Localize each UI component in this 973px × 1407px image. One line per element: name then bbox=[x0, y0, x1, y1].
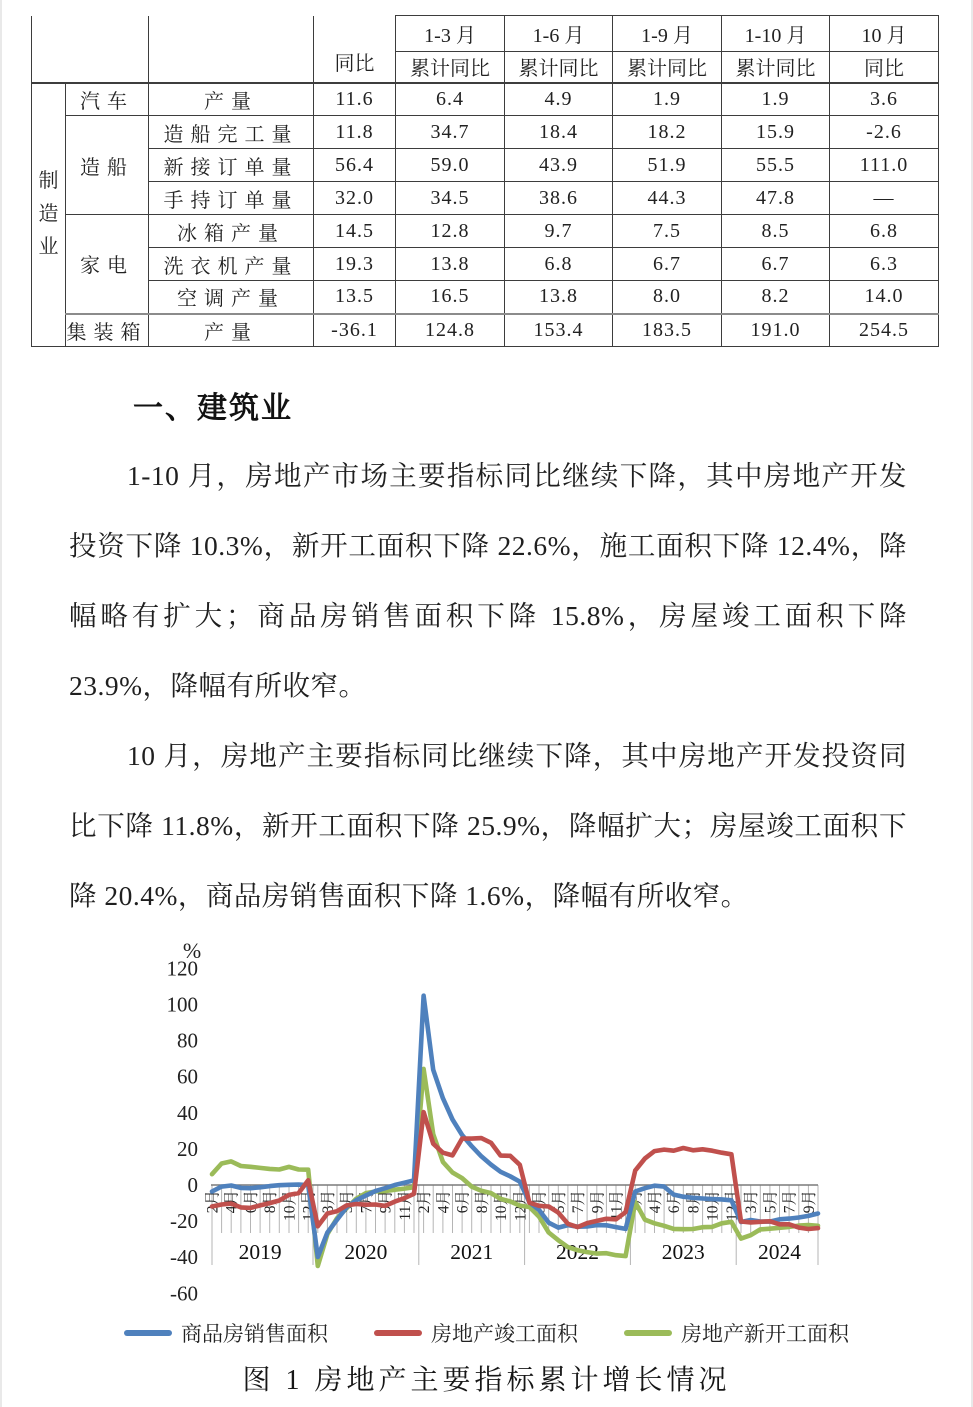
value-cell: 32.0 bbox=[314, 182, 396, 215]
svg-text:3月: 3月 bbox=[531, 1190, 549, 1214]
svg-text:120: 120 bbox=[166, 956, 198, 981]
value-cell: 6.3 bbox=[830, 248, 939, 281]
svg-text:11月: 11月 bbox=[608, 1190, 626, 1221]
table-row bbox=[32, 149, 939, 182]
svg-text:3月: 3月 bbox=[743, 1190, 761, 1214]
svg-text:2019: 2019 bbox=[238, 1240, 282, 1264]
svg-text:6月: 6月 bbox=[666, 1190, 684, 1214]
value-cell: 16.5 bbox=[396, 281, 505, 314]
value-cell: 111.0 bbox=[830, 149, 939, 182]
svg-text:7月: 7月 bbox=[570, 1190, 587, 1214]
legend-label: 房地产新开工面积 bbox=[681, 1322, 849, 1346]
legend-label: 房地产竣工面积 bbox=[431, 1322, 578, 1346]
column-subheader-2: 累计同比 bbox=[505, 52, 613, 83]
svg-text:3月: 3月 bbox=[319, 1190, 337, 1214]
svg-text:100: 100 bbox=[166, 992, 198, 1017]
column-subheader-5: 同比 bbox=[830, 52, 939, 83]
manufacturing-growth-table bbox=[31, 15, 939, 347]
svg-text:9月: 9月 bbox=[800, 1190, 818, 1214]
value-cell: 55.5 bbox=[722, 149, 830, 182]
value-cell: 4.9 bbox=[505, 83, 613, 116]
value-cell: 34.7 bbox=[396, 116, 505, 149]
paragraph-1: 1-10 月，房地产市场主要指标同比继续下降，其中房地产开发投资下降 10.3%，新开工面积下降 22.6%，施工面积下降 12.4%，降幅略有扩大；商品房销售面积下降 15.8%，房屋竣工面积下降 23.9%，降幅有所收窄。 bbox=[69, 460, 907, 701]
svg-text:12月: 12月 bbox=[300, 1190, 318, 1222]
value-cell: 59.0 bbox=[396, 149, 505, 182]
svg-text:2021: 2021 bbox=[450, 1240, 494, 1264]
column-header-period-1: 1-3 月 bbox=[396, 16, 505, 52]
svg-text:8月: 8月 bbox=[685, 1190, 703, 1214]
value-cell: 14.0 bbox=[830, 281, 939, 314]
indicator-cell: 手持订单量 bbox=[149, 182, 314, 215]
y-axis-unit: % bbox=[182, 938, 202, 963]
value-cell: 13.8 bbox=[396, 248, 505, 281]
value-cell: 8.0 bbox=[613, 281, 722, 314]
value-cell: 13.5 bbox=[314, 281, 396, 314]
value-cell: 47.8 bbox=[722, 182, 830, 215]
svg-text:40: 40 bbox=[177, 1100, 198, 1125]
svg-text:12月: 12月 bbox=[512, 1190, 530, 1222]
stats-table-body bbox=[32, 83, 939, 347]
construction-section bbox=[69, 383, 907, 931]
section-heading: 一、建筑业 bbox=[133, 392, 293, 425]
value-cell: 51.9 bbox=[613, 149, 722, 182]
paragraph-2: 10 月，房地产主要指标同比继续下降，其中房地产开发投资同比下降 11.8%，新开工面积下降 25.9%，降幅扩大；房屋竣工面积下降 20.4%，商品房销售面积下降 1.6%，降幅有所收窄。 bbox=[69, 740, 907, 911]
indicator-cell: 产量 bbox=[149, 314, 314, 347]
table-row bbox=[32, 215, 939, 248]
column-subheader-1: 累计同比 bbox=[396, 52, 505, 83]
column-header-yoy: 同比 bbox=[314, 16, 396, 83]
svg-text:9月: 9月 bbox=[377, 1190, 395, 1214]
svg-text:4月: 4月 bbox=[223, 1190, 241, 1214]
svg-text:4月: 4月 bbox=[647, 1190, 664, 1214]
table-row bbox=[32, 116, 939, 149]
svg-text:-20: -20 bbox=[170, 1209, 198, 1234]
svg-text:2月: 2月 bbox=[627, 1190, 645, 1214]
value-cell: 18.2 bbox=[613, 116, 722, 149]
value-cell: 19.3 bbox=[314, 248, 396, 281]
svg-text:20: 20 bbox=[177, 1136, 198, 1161]
value-cell: 6.4 bbox=[396, 83, 505, 116]
value-cell: 8.5 bbox=[722, 215, 830, 248]
value-cell: 18.4 bbox=[505, 116, 613, 149]
table-row bbox=[32, 314, 939, 347]
growth-line-chart bbox=[0, 928, 973, 1306]
svg-text:6月: 6月 bbox=[243, 1190, 260, 1214]
value-cell: 56.4 bbox=[314, 149, 396, 182]
value-cell: 11.8 bbox=[314, 116, 396, 149]
category-cell: 家电 bbox=[66, 215, 149, 314]
svg-text:80: 80 bbox=[177, 1028, 198, 1053]
indicator-cell: 造船完工量 bbox=[149, 116, 314, 149]
value-cell: 34.5 bbox=[396, 182, 505, 215]
legend-line-icon bbox=[624, 1330, 672, 1336]
value-cell: 44.3 bbox=[613, 182, 722, 215]
table-row bbox=[32, 281, 939, 314]
value-cell: -2.6 bbox=[830, 116, 939, 149]
svg-text:5月: 5月 bbox=[339, 1190, 357, 1214]
value-cell: 8.2 bbox=[722, 281, 830, 314]
column-header-period-4: 1-10 月 bbox=[722, 16, 830, 52]
value-cell: 3.6 bbox=[830, 83, 939, 116]
value-cell: 183.5 bbox=[613, 314, 722, 347]
category-cell: 集装箱 bbox=[66, 314, 149, 347]
value-cell: 9.7 bbox=[505, 215, 613, 248]
value-cell: 38.6 bbox=[505, 182, 613, 215]
legend-line-icon bbox=[374, 1330, 422, 1336]
svg-text:-60: -60 bbox=[170, 1281, 198, 1306]
value-cell: -36.1 bbox=[314, 314, 396, 347]
value-cell: 6.7 bbox=[613, 248, 722, 281]
legend-item-new-starts-area bbox=[624, 1318, 849, 1348]
value-cell: 124.8 bbox=[396, 314, 505, 347]
value-cell: 7.5 bbox=[613, 215, 722, 248]
header-blank-cell-2 bbox=[149, 16, 314, 83]
value-cell: 1.9 bbox=[722, 83, 830, 116]
value-cell: 12.8 bbox=[396, 215, 505, 248]
value-cell: 191.0 bbox=[722, 314, 830, 347]
svg-text:8月: 8月 bbox=[262, 1190, 280, 1214]
table-header-row-top bbox=[32, 16, 939, 52]
svg-text:2020: 2020 bbox=[344, 1240, 388, 1264]
value-cell: 6.8 bbox=[830, 215, 939, 248]
svg-text:10月: 10月 bbox=[281, 1190, 299, 1222]
indicator-cell: 新接订单量 bbox=[149, 149, 314, 182]
value-cell: 153.4 bbox=[505, 314, 613, 347]
category-cell: 造船 bbox=[66, 116, 149, 215]
svg-text:60: 60 bbox=[177, 1064, 198, 1089]
indicator-cell: 产量 bbox=[149, 83, 314, 116]
y-axis-labels bbox=[167, 956, 199, 1305]
value-cell: 43.9 bbox=[505, 149, 613, 182]
series-line-2 bbox=[212, 1069, 818, 1266]
value-cell: 15.9 bbox=[722, 116, 830, 149]
column-subheader-4: 累计同比 bbox=[722, 52, 830, 83]
legend-item-sales-area bbox=[124, 1318, 328, 1348]
chart-legend bbox=[0, 1318, 973, 1348]
svg-text:6月: 6月 bbox=[454, 1190, 472, 1214]
svg-text:8月: 8月 bbox=[473, 1190, 491, 1214]
column-subheader-3: 累计同比 bbox=[613, 52, 722, 83]
value-cell: 254.5 bbox=[830, 314, 939, 347]
table-row bbox=[32, 248, 939, 281]
svg-text:-40: -40 bbox=[170, 1245, 198, 1270]
figure-caption: 图 1 房地产主要指标累计增长情况 bbox=[242, 1365, 731, 1396]
svg-text:2024: 2024 bbox=[758, 1240, 801, 1264]
category-cell: 汽车 bbox=[66, 83, 149, 116]
value-cell: 11.6 bbox=[314, 83, 396, 116]
svg-text:10月: 10月 bbox=[493, 1190, 511, 1222]
indicator-cell: 空调产量 bbox=[149, 281, 314, 314]
indicator-cell: 冰箱产量 bbox=[149, 215, 314, 248]
svg-text:5月: 5月 bbox=[762, 1190, 780, 1214]
svg-text:9月: 9月 bbox=[589, 1190, 607, 1214]
legend-label: 商品房销售面积 bbox=[181, 1322, 328, 1346]
column-header-period-2: 1-6 月 bbox=[505, 16, 613, 52]
value-cell: 6.7 bbox=[722, 248, 830, 281]
table-row bbox=[32, 83, 939, 116]
svg-text:0: 0 bbox=[187, 1173, 198, 1197]
svg-text:7月: 7月 bbox=[358, 1190, 376, 1214]
legend-line-icon bbox=[124, 1330, 172, 1336]
svg-text:10月: 10月 bbox=[704, 1190, 722, 1222]
row-group-manufacturing: 制造业 bbox=[32, 83, 66, 347]
indicator-cell: 洗衣机产量 bbox=[149, 248, 314, 281]
value-cell: 13.8 bbox=[505, 281, 613, 314]
column-header-period-5: 10 月 bbox=[830, 16, 939, 52]
value-cell: 1.9 bbox=[613, 83, 722, 116]
svg-text:2023: 2023 bbox=[661, 1240, 705, 1264]
svg-text:11月: 11月 bbox=[396, 1190, 414, 1221]
value-cell: — bbox=[830, 182, 939, 215]
table-row bbox=[32, 182, 939, 215]
svg-text:12月: 12月 bbox=[723, 1190, 741, 1222]
svg-text:2022: 2022 bbox=[556, 1240, 599, 1264]
value-cell: 14.5 bbox=[314, 215, 396, 248]
legend-item-completed-area bbox=[374, 1318, 578, 1348]
svg-text:2月: 2月 bbox=[416, 1190, 434, 1214]
column-header-period-3: 1-9 月 bbox=[613, 16, 722, 52]
svg-text:4月: 4月 bbox=[435, 1190, 453, 1214]
svg-text:7月: 7月 bbox=[781, 1190, 799, 1214]
svg-text:2月: 2月 bbox=[204, 1190, 222, 1214]
real-estate-chart-area bbox=[0, 928, 973, 1306]
header-blank-cell bbox=[32, 16, 149, 83]
svg-text:5月: 5月 bbox=[550, 1190, 568, 1214]
value-cell: 6.8 bbox=[505, 248, 613, 281]
